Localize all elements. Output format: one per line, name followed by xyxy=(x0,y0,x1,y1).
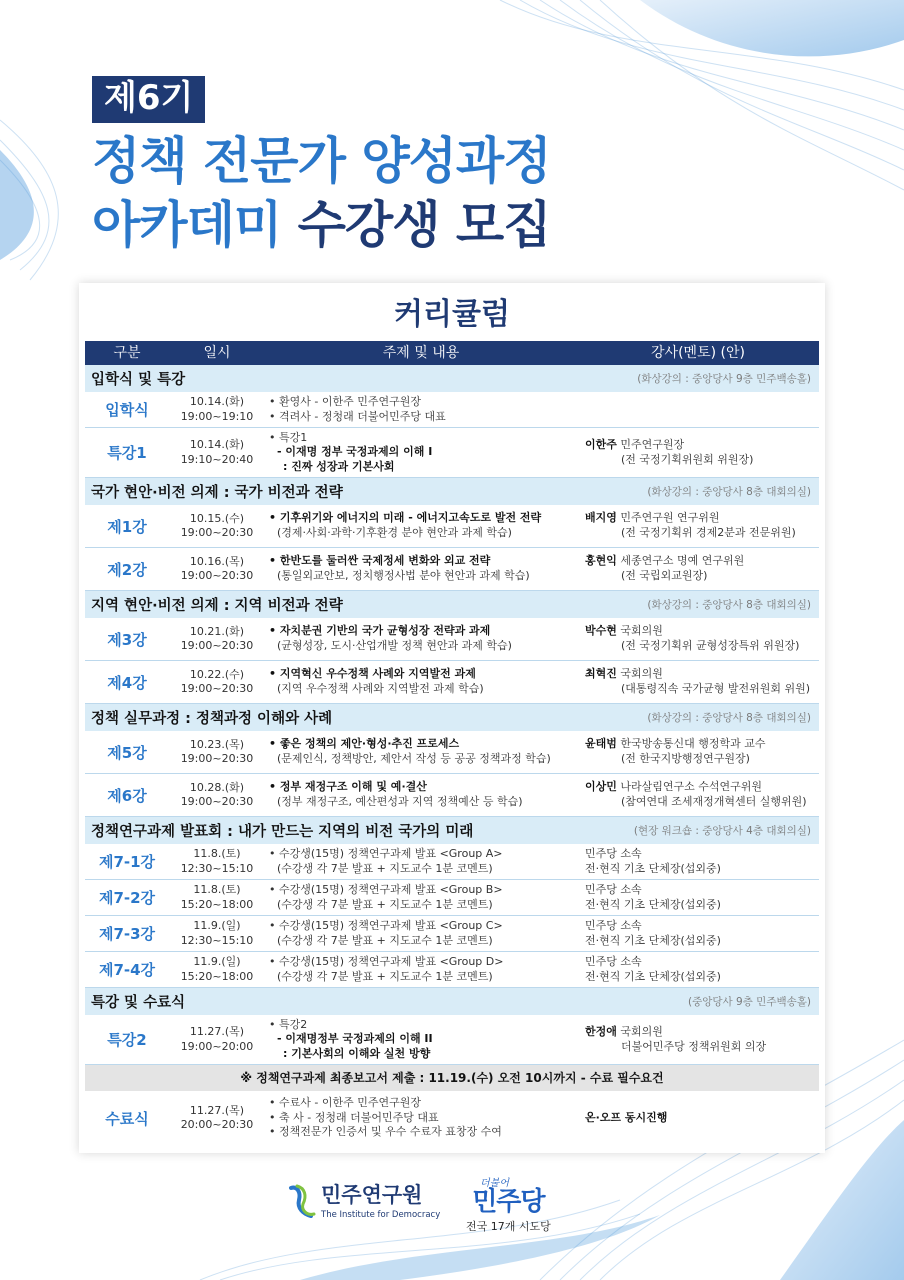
instructor-line xyxy=(585,667,819,682)
section-location: (화상강의 : 중앙당사 8층 대회의실) xyxy=(647,712,811,724)
session-datetime xyxy=(169,1025,265,1054)
section-header xyxy=(85,704,819,731)
session-content xyxy=(265,431,577,475)
table-row xyxy=(85,618,819,661)
content-line: - 이재명 정부 국정과제의 이해 I xyxy=(277,445,433,459)
session-date: 10.23.(목) xyxy=(189,737,245,751)
instructor-sub: (전 국정기획위 경제2분과 전문위원) xyxy=(621,526,796,539)
section-header xyxy=(85,988,819,1015)
table-row xyxy=(85,916,819,952)
party-logo-sub: 전국 17개 시도당 xyxy=(466,1220,551,1234)
session-instructor xyxy=(577,438,819,467)
institute-name-ko: 민주연구원 xyxy=(321,1183,423,1208)
section-title: 지역 현안·비전 의제 : 지역 비전과 전략 xyxy=(91,598,343,614)
session-datetime xyxy=(169,781,265,810)
content-line: • 수강생(15명) 정책연구과제 발표 <Group A> xyxy=(269,846,503,860)
session-date: 10.15.(수) xyxy=(189,511,245,525)
content-line: - 이재명정부 국정과제의 이해 II xyxy=(277,1032,433,1046)
session-instructor xyxy=(577,554,819,583)
session-label: 제4강 xyxy=(107,673,147,692)
session-content xyxy=(265,667,577,696)
section-location: (화상강의 : 중앙당사 8층 대회의실) xyxy=(647,486,811,498)
content-line: • 기후위기와 에너지의 미래 - 에너지고속도로 발전 전략 xyxy=(269,511,542,525)
session-label: 수료식 xyxy=(105,1109,149,1128)
session-content xyxy=(265,780,577,809)
session-date: 10.14.(화) xyxy=(189,438,245,452)
col-header-topic: 주제 및 내용 xyxy=(382,345,460,361)
instructor-sub: (대통령직속 국가균형 발전위원회 위원) xyxy=(621,682,811,695)
session-content xyxy=(265,511,577,540)
session-time: 19:00~20:30 xyxy=(180,682,254,695)
instructor-name: 한정애 xyxy=(585,1024,617,1038)
party-logo xyxy=(466,1174,551,1234)
content-line: • 특강2 xyxy=(269,1017,308,1031)
session-date: 11.8.(토) xyxy=(193,847,241,861)
session-content xyxy=(265,955,577,984)
session-instructor xyxy=(577,1111,819,1126)
instructor-sub: (전 국립외교원장) xyxy=(621,569,708,582)
session-instructor xyxy=(577,883,819,912)
session-date: 10.16.(목) xyxy=(189,554,245,568)
cohort-badge: 제6기 xyxy=(92,76,205,123)
session-content xyxy=(265,847,577,876)
session-instructor xyxy=(577,919,819,948)
content-line: (문제인식, 정책방안, 제안서 작성 등 공공 정책과정 학습) xyxy=(277,752,551,765)
instructor-title: 민주당 소속 xyxy=(585,882,642,896)
instructor-line xyxy=(585,1025,819,1040)
session-instructor xyxy=(577,667,819,696)
content-line: (수강생 각 7분 발표 + 지도교수 1분 코멘트) xyxy=(277,933,493,947)
content-line: (경제·사회·과학·기후환경 분야 현안과 과제 학습) xyxy=(277,526,512,539)
table-header xyxy=(85,341,819,365)
content-line: (수강생 각 7분 발표 + 지도교수 1분 코멘트) xyxy=(277,897,493,911)
session-datetime xyxy=(169,668,265,697)
content-line: : 기본사회의 이해와 실천 방향 xyxy=(283,1046,431,1060)
session-label: 제7-1강 xyxy=(98,853,156,871)
instructor-name: 배지영 xyxy=(585,511,617,525)
instructor-sub: (전 국정기획위원회 위원장) xyxy=(621,452,754,466)
instructor-title: 민주연구원 연구위원 xyxy=(620,511,720,525)
session-time: 19:00~20:30 xyxy=(180,569,254,582)
session-time: 15:20~18:00 xyxy=(180,969,254,983)
curriculum-title: 커리큘럼 xyxy=(394,297,510,332)
content-line: • 정부 재정구조 이해 및 예·결산 xyxy=(269,780,427,794)
content-line: • 수강생(15명) 정책연구과제 발표 <Group D> xyxy=(269,954,504,968)
session-time: 19:00~20:30 xyxy=(180,639,254,652)
session-time: 19:00~20:30 xyxy=(180,526,254,539)
instructor-sub: 전·현직 기초 단체장(섭외중) xyxy=(585,897,721,911)
session-datetime xyxy=(169,395,265,424)
session-time: 19:00~20:30 xyxy=(180,752,254,765)
instructor-name: 온·오프 동시진행 xyxy=(585,1110,668,1124)
content-line: • 축 사 - 정청래 더불어민주당 대표 xyxy=(269,1110,439,1124)
instructor-sub: (참여연대 조세재정개혁센터 실행위원) xyxy=(621,795,807,808)
content-line: • 자치분권 기반의 국가 균형성장 전략과 과제 xyxy=(269,624,491,638)
instructor-line xyxy=(585,955,819,970)
session-date: 11.27.(목) xyxy=(189,1025,245,1039)
table-row xyxy=(85,661,819,704)
session-time: 19:00~20:30 xyxy=(180,795,254,808)
session-time: 20:00~20:30 xyxy=(180,1118,254,1131)
session-time: 15:20~18:00 xyxy=(180,897,254,911)
session-label: 특강2 xyxy=(107,1031,147,1049)
table-row xyxy=(85,731,819,774)
instructor-sub: (전 국정기획위 균형성장특위 위원장) xyxy=(621,639,800,652)
table-row xyxy=(85,428,819,478)
instructor-line xyxy=(585,511,819,526)
page-title-line2 xyxy=(92,193,551,257)
session-instructor xyxy=(577,737,819,766)
instructor-name: 이한주 xyxy=(585,437,617,451)
institute-name-en: The Institute for Democracy xyxy=(321,1209,441,1220)
session-datetime xyxy=(169,883,265,912)
session-time: 19:10~20:40 xyxy=(180,452,254,466)
content-line: • 특강1 xyxy=(269,430,308,444)
session-date: 10.21.(화) xyxy=(189,624,245,638)
session-date: 10.14.(화) xyxy=(189,395,245,409)
session-label: 입학식 xyxy=(105,401,149,419)
session-time: 19:00~20:00 xyxy=(180,1039,254,1053)
section-title: 정책연구과제 발표회 : 내가 만드는 지역의 비전 국가의 미래 xyxy=(91,824,474,840)
table-row xyxy=(85,952,819,988)
session-datetime xyxy=(169,738,265,767)
party-logo-small: 더불어 xyxy=(480,1178,509,1189)
content-line: • 지역혁신 우수정책 사례와 지역발전 과제 xyxy=(269,667,476,681)
section-header xyxy=(85,478,819,505)
instructor-sub: 전·현직 기초 단체장(섭외중) xyxy=(585,933,721,947)
session-instructor xyxy=(577,624,819,653)
instructor-name: 윤태범 xyxy=(585,737,617,751)
session-label: 특강1 xyxy=(107,444,147,462)
instructor-title: 민주당 소속 xyxy=(585,846,642,860)
session-instructor xyxy=(577,780,819,809)
section-header xyxy=(85,591,819,618)
instructor-name: 박수현 xyxy=(585,624,617,638)
session-datetime xyxy=(169,438,265,467)
session-datetime xyxy=(169,847,265,876)
content-line: • 수료사 - 이한주 민주연구원장 xyxy=(269,1096,421,1110)
session-time: 12:30~15:10 xyxy=(180,861,254,875)
session-date: 11.9.(일) xyxy=(193,955,241,969)
table-row xyxy=(85,880,819,916)
col-header-datetime: 일시 xyxy=(203,345,231,361)
session-content xyxy=(265,1096,577,1140)
session-content xyxy=(265,919,577,948)
content-line: (통일외교안보, 정치행정사법 분야 현안과 과제 학습) xyxy=(277,569,530,582)
institute-logo xyxy=(287,1182,440,1222)
session-label: 제5강 xyxy=(107,743,147,762)
curriculum-card xyxy=(79,283,825,1153)
session-label: 제3강 xyxy=(107,630,147,649)
content-line: • 환영사 - 이한주 민주연구원장 xyxy=(269,394,421,408)
session-content xyxy=(265,554,577,583)
session-label: 제7-4강 xyxy=(98,961,156,979)
party-logo-main: 민주당 xyxy=(472,1187,545,1217)
instructor-title: 국회의원 xyxy=(620,667,663,681)
instructor-sub: 더불어민주당 정책위원회 의장 xyxy=(621,1039,767,1053)
section-location: (중앙당사 9층 민주백송홀) xyxy=(688,996,811,1008)
session-content xyxy=(265,1018,577,1062)
header xyxy=(92,76,551,257)
content-line: • 정책전문가 인증서 및 우수 수료자 표창장 수여 xyxy=(269,1125,502,1139)
session-instructor xyxy=(577,847,819,876)
instructor-sub: 전·현직 기초 단체장(섭외중) xyxy=(585,861,721,875)
content-line: • 수강생(15명) 정책연구과제 발표 <Group B> xyxy=(269,882,503,896)
content-line: • 좋은 정책의 제안·형성·추진 프로세스 xyxy=(269,737,460,751)
instructor-line xyxy=(585,847,819,862)
table-row xyxy=(85,392,819,428)
table-row xyxy=(85,1091,819,1145)
section-title: 국가 현안·비전 의제 : 국가 비전과 전략 xyxy=(91,485,343,501)
instructor-line xyxy=(585,624,819,639)
section-location: (화상강의 : 중앙당사 9층 민주백송홀) xyxy=(637,373,811,385)
instructor-line xyxy=(585,780,819,795)
session-date: 10.22.(수) xyxy=(189,667,245,681)
page-title-line1: 정책 전문가 양성과정 xyxy=(92,132,551,191)
table-row xyxy=(85,1015,819,1065)
content-line: : 진짜 성장과 기본사회 xyxy=(283,459,395,473)
session-content xyxy=(265,737,577,766)
session-content xyxy=(265,395,577,424)
instructor-line xyxy=(585,919,819,934)
section-header xyxy=(85,817,819,844)
section-title: 입학식 및 특강 xyxy=(91,372,186,388)
instructor-line xyxy=(585,737,819,752)
session-datetime xyxy=(169,919,265,948)
col-header-instructor: 강사(멘토) (안) xyxy=(651,345,745,361)
session-label: 제1강 xyxy=(107,517,147,536)
content-line: • 한반도를 둘러싼 국제정세 변화와 외교 전략 xyxy=(269,554,491,568)
instructor-name: 최혁진 xyxy=(585,667,617,681)
section-location: (현장 워크숍 : 중앙당사 4층 대회의실) xyxy=(633,825,811,837)
col-header-category: 구분 xyxy=(113,345,141,361)
content-line: (정부 재정구조, 예산편성과 지역 정책예산 등 학습) xyxy=(277,795,523,808)
session-date: 11.27.(목) xyxy=(189,1103,245,1117)
session-datetime xyxy=(169,555,265,584)
instructor-title: 국회의원 xyxy=(620,1024,663,1038)
title-recruit: 수강생 모집 xyxy=(297,196,551,255)
content-line: (수강생 각 7분 발표 + 지도교수 1분 코멘트) xyxy=(277,861,493,875)
session-content xyxy=(265,883,577,912)
content-line: (수강생 각 7분 발표 + 지도교수 1분 코멘트) xyxy=(277,969,493,983)
instructor-line xyxy=(585,1111,819,1126)
session-time: 19:00~19:10 xyxy=(180,409,254,423)
session-label: 제2강 xyxy=(107,560,147,579)
session-datetime xyxy=(169,955,265,984)
instructor-sub: 전·현직 기초 단체장(섭외중) xyxy=(585,969,721,983)
session-label: 제7-3강 xyxy=(98,925,156,943)
section-title: 특강 및 수료식 xyxy=(91,995,186,1011)
session-instructor xyxy=(577,1025,819,1054)
content-line: (균형성장, 도시·산업개발 정책 현안과 과제 학습) xyxy=(277,639,512,652)
instructor-line xyxy=(585,554,819,569)
instructor-title: 국회의원 xyxy=(620,624,663,638)
instructor-line xyxy=(585,438,819,453)
curriculum-table-body xyxy=(85,365,819,1145)
instructor-title: 민주연구원장 xyxy=(620,437,685,451)
session-date: 11.9.(일) xyxy=(193,919,241,933)
session-label: 제6강 xyxy=(107,786,147,805)
instructor-title: 세종연구소 명예 연구위원 xyxy=(620,554,745,568)
title-academy: 아카데미 xyxy=(92,196,282,255)
content-line: • 수강생(15명) 정책연구과제 발표 <Group C> xyxy=(269,918,503,932)
session-label: 제7-2강 xyxy=(98,889,156,907)
section-header xyxy=(85,365,819,392)
table-row xyxy=(85,774,819,817)
table-row xyxy=(85,505,819,548)
table-row xyxy=(85,548,819,591)
instructor-title: 민주당 소속 xyxy=(585,918,642,932)
institute-emblem-icon xyxy=(287,1182,317,1222)
session-datetime xyxy=(169,625,265,654)
content-line: (지역 우수정책 사례와 지역발전 과제 학습) xyxy=(277,682,484,695)
instructor-title: 나라살림연구소 수석연구위원 xyxy=(620,780,763,794)
session-datetime xyxy=(169,1104,265,1133)
session-date: 10.28.(화) xyxy=(189,780,245,794)
session-datetime xyxy=(169,512,265,541)
session-instructor xyxy=(577,511,819,540)
instructor-line xyxy=(585,883,819,898)
instructor-title: 민주당 소속 xyxy=(585,954,642,968)
section-location: (화상강의 : 중앙당사 8층 대회의실) xyxy=(647,599,811,611)
session-instructor xyxy=(577,955,819,984)
submission-notice: ※ 정책연구과제 최종보고서 제출 : 11.19.(수) 오전 10시까지 - 수료 필수요건 xyxy=(85,1065,819,1091)
session-content xyxy=(265,624,577,653)
instructor-name: 이상민 xyxy=(585,780,617,794)
instructor-title: 한국방송통신대 행정학과 교수 xyxy=(620,737,766,751)
session-date: 11.8.(토) xyxy=(193,883,241,897)
instructor-sub: (전 한국지방행정연구원장) xyxy=(621,752,750,765)
section-title: 정책 실무과정 : 정책과정 이해와 사례 xyxy=(91,711,333,727)
content-line: • 격려사 - 정청래 더불어민주당 대표 xyxy=(269,409,446,423)
instructor-name: 홍현익 xyxy=(585,554,617,568)
table-row xyxy=(85,844,819,880)
session-time: 12:30~15:10 xyxy=(180,933,254,947)
